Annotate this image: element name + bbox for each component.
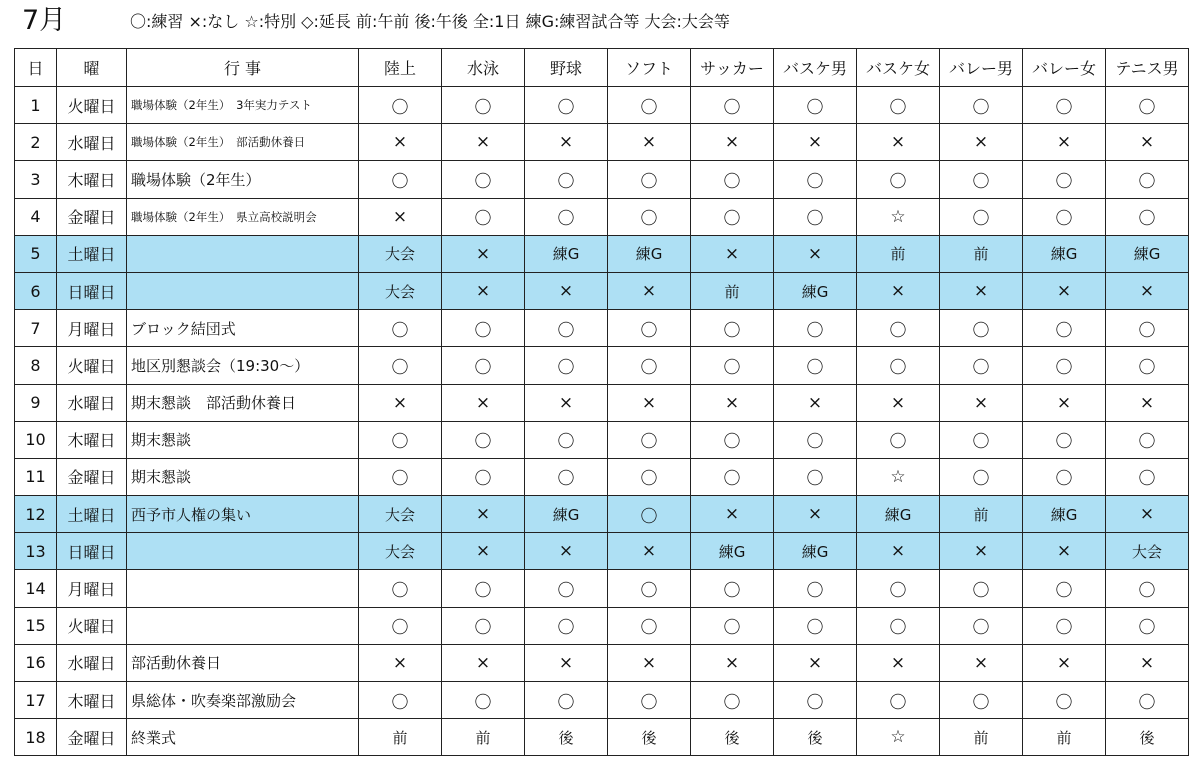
day-cell: 4 bbox=[15, 198, 57, 235]
status-cell: 〇 bbox=[857, 161, 940, 198]
status-cell: 〇 bbox=[442, 607, 525, 644]
event-cell bbox=[127, 533, 359, 570]
status-cell: × bbox=[774, 384, 857, 421]
status-cell: 〇 bbox=[857, 347, 940, 384]
status-cell: 〇 bbox=[1106, 458, 1189, 495]
status-cell: 〇 bbox=[774, 310, 857, 347]
status-cell: 〇 bbox=[525, 607, 608, 644]
status-cell: 〇 bbox=[608, 458, 691, 495]
status-cell: 〇 bbox=[774, 570, 857, 607]
header-volleyball-boys: バレー男 bbox=[940, 49, 1023, 87]
status-cell: 大会 bbox=[359, 496, 442, 533]
status-cell: × bbox=[774, 496, 857, 533]
day-cell: 1 bbox=[15, 87, 57, 124]
status-cell: 練G bbox=[1023, 496, 1106, 533]
status-cell: 〇 bbox=[691, 607, 774, 644]
header-baseball: 野球 bbox=[525, 49, 608, 87]
table-row bbox=[15, 458, 1189, 495]
weekday-cell: 日曜日 bbox=[57, 533, 127, 570]
day-cell: 5 bbox=[15, 235, 57, 272]
status-cell: 〇 bbox=[857, 607, 940, 644]
weekday-cell: 金曜日 bbox=[57, 458, 127, 495]
status-cell: 〇 bbox=[857, 310, 940, 347]
status-cell: 〇 bbox=[608, 421, 691, 458]
day-cell: 11 bbox=[15, 458, 57, 495]
status-cell: 前 bbox=[359, 719, 442, 756]
header-softball: ソフト bbox=[608, 49, 691, 87]
status-cell: 〇 bbox=[442, 310, 525, 347]
status-cell: 後 bbox=[691, 719, 774, 756]
event-cell: 期末懇談 部活動休養日 bbox=[127, 384, 359, 421]
day-cell: 17 bbox=[15, 682, 57, 719]
status-cell: 〇 bbox=[442, 421, 525, 458]
weekday-cell: 日曜日 bbox=[57, 272, 127, 309]
day-cell: 16 bbox=[15, 644, 57, 681]
status-cell: 〇 bbox=[940, 421, 1023, 458]
status-cell: × bbox=[442, 644, 525, 681]
weekday-cell: 水曜日 bbox=[57, 644, 127, 681]
table-row bbox=[15, 235, 1189, 272]
status-cell: × bbox=[1023, 533, 1106, 570]
status-cell: 練G bbox=[1106, 235, 1189, 272]
table-row bbox=[15, 347, 1189, 384]
status-cell: 〇 bbox=[940, 347, 1023, 384]
status-cell: 〇 bbox=[525, 458, 608, 495]
status-cell: × bbox=[525, 533, 608, 570]
header-basketball-girls: バスケ女 bbox=[857, 49, 940, 87]
status-cell: × bbox=[525, 124, 608, 161]
status-cell: × bbox=[691, 644, 774, 681]
status-cell: 〇 bbox=[1106, 347, 1189, 384]
status-cell: × bbox=[857, 644, 940, 681]
status-cell: 〇 bbox=[691, 570, 774, 607]
status-cell: 前 bbox=[442, 719, 525, 756]
status-cell: 〇 bbox=[608, 310, 691, 347]
status-cell: 練G bbox=[525, 496, 608, 533]
status-cell: 〇 bbox=[774, 607, 857, 644]
status-cell: × bbox=[774, 124, 857, 161]
day-cell: 13 bbox=[15, 533, 57, 570]
status-cell: × bbox=[691, 384, 774, 421]
status-cell: 〇 bbox=[359, 421, 442, 458]
status-cell: × bbox=[442, 124, 525, 161]
status-cell: 前 bbox=[940, 496, 1023, 533]
status-cell: × bbox=[525, 384, 608, 421]
status-cell: 〇 bbox=[774, 347, 857, 384]
status-cell: × bbox=[1023, 644, 1106, 681]
status-cell: 〇 bbox=[359, 87, 442, 124]
status-cell: 〇 bbox=[940, 682, 1023, 719]
status-cell: 〇 bbox=[774, 682, 857, 719]
day-cell: 14 bbox=[15, 570, 57, 607]
event-cell: 職場体験（2年生） 部活動休養日 bbox=[127, 124, 359, 161]
legend-text: 〇:練習 ×:なし ☆:特別 ◇:延長 前:午前 後:午後 全:1日 練G:練習試合等 大会:大会等 bbox=[130, 12, 730, 31]
status-cell: 〇 bbox=[608, 347, 691, 384]
status-cell: 〇 bbox=[608, 570, 691, 607]
status-cell: 〇 bbox=[608, 607, 691, 644]
status-cell: × bbox=[359, 644, 442, 681]
header-track: 陸上 bbox=[359, 49, 442, 87]
status-cell: 〇 bbox=[691, 198, 774, 235]
status-cell: 大会 bbox=[359, 533, 442, 570]
status-cell: × bbox=[774, 644, 857, 681]
status-cell: 〇 bbox=[525, 87, 608, 124]
status-cell: 〇 bbox=[359, 310, 442, 347]
status-cell: 〇 bbox=[608, 496, 691, 533]
status-cell: 〇 bbox=[691, 347, 774, 384]
weekday-cell: 土曜日 bbox=[57, 235, 127, 272]
status-cell: 〇 bbox=[1023, 458, 1106, 495]
event-cell: 終業式 bbox=[127, 719, 359, 756]
status-cell: 前 bbox=[691, 272, 774, 309]
status-cell: × bbox=[857, 272, 940, 309]
weekday-cell: 火曜日 bbox=[57, 607, 127, 644]
status-cell: × bbox=[940, 124, 1023, 161]
header-basketball-boys: バスケ男 bbox=[774, 49, 857, 87]
status-cell: 前 bbox=[857, 235, 940, 272]
status-cell: 〇 bbox=[691, 682, 774, 719]
weekday-cell: 木曜日 bbox=[57, 421, 127, 458]
event-cell bbox=[127, 607, 359, 644]
status-cell: 前 bbox=[940, 235, 1023, 272]
status-cell: × bbox=[608, 384, 691, 421]
table-body bbox=[15, 87, 1189, 756]
status-cell: 〇 bbox=[940, 198, 1023, 235]
status-cell: 前 bbox=[940, 719, 1023, 756]
status-cell: 〇 bbox=[1023, 198, 1106, 235]
status-cell: 〇 bbox=[1023, 682, 1106, 719]
status-cell: 前 bbox=[1023, 719, 1106, 756]
status-cell: 〇 bbox=[940, 310, 1023, 347]
event-cell: 職場体験（2年生） 3年実力テスト bbox=[127, 87, 359, 124]
weekday-cell: 月曜日 bbox=[57, 570, 127, 607]
header-tennis-boys: テニス男 bbox=[1106, 49, 1189, 87]
status-cell: 〇 bbox=[359, 607, 442, 644]
header-row bbox=[15, 49, 1189, 87]
table-row bbox=[15, 124, 1189, 161]
event-cell: 県総体・吹奏楽部激励会 bbox=[127, 682, 359, 719]
status-cell: 〇 bbox=[1023, 570, 1106, 607]
status-cell: 〇 bbox=[1106, 198, 1189, 235]
status-cell: 〇 bbox=[774, 161, 857, 198]
status-cell: 〇 bbox=[525, 570, 608, 607]
status-cell: 〇 bbox=[442, 198, 525, 235]
status-cell: × bbox=[442, 496, 525, 533]
table-row bbox=[15, 644, 1189, 681]
status-cell: 〇 bbox=[1023, 607, 1106, 644]
status-cell: × bbox=[442, 384, 525, 421]
table-row bbox=[15, 719, 1189, 756]
status-cell: × bbox=[1106, 644, 1189, 681]
status-cell: 〇 bbox=[691, 421, 774, 458]
status-cell: 〇 bbox=[774, 198, 857, 235]
status-cell: 〇 bbox=[359, 458, 442, 495]
status-cell: 練G bbox=[774, 272, 857, 309]
weekday-cell: 土曜日 bbox=[57, 496, 127, 533]
status-cell: 〇 bbox=[608, 198, 691, 235]
status-cell: × bbox=[608, 272, 691, 309]
day-cell: 10 bbox=[15, 421, 57, 458]
status-cell: 〇 bbox=[774, 87, 857, 124]
status-cell: ☆ bbox=[857, 458, 940, 495]
status-cell: × bbox=[359, 198, 442, 235]
status-cell: × bbox=[1106, 124, 1189, 161]
table-row bbox=[15, 87, 1189, 124]
status-cell: 大会 bbox=[1106, 533, 1189, 570]
status-cell: × bbox=[1106, 496, 1189, 533]
event-cell: 職場体験（2年生） 県立高校説明会 bbox=[127, 198, 359, 235]
table-row bbox=[15, 310, 1189, 347]
status-cell: 〇 bbox=[857, 87, 940, 124]
status-cell: 〇 bbox=[940, 87, 1023, 124]
status-cell: 〇 bbox=[774, 421, 857, 458]
table-row bbox=[15, 570, 1189, 607]
status-cell: 〇 bbox=[1106, 570, 1189, 607]
day-cell: 6 bbox=[15, 272, 57, 309]
status-cell: 〇 bbox=[525, 421, 608, 458]
status-cell: 〇 bbox=[442, 347, 525, 384]
header-event: 行 事 bbox=[127, 49, 359, 87]
status-cell: 〇 bbox=[359, 682, 442, 719]
status-cell: ☆ bbox=[857, 719, 940, 756]
status-cell: 後 bbox=[774, 719, 857, 756]
status-cell: 〇 bbox=[442, 682, 525, 719]
status-cell: 練G bbox=[691, 533, 774, 570]
status-cell: 後 bbox=[1106, 719, 1189, 756]
status-cell: × bbox=[691, 124, 774, 161]
status-cell: 〇 bbox=[940, 161, 1023, 198]
status-cell: 〇 bbox=[525, 347, 608, 384]
status-cell: × bbox=[940, 533, 1023, 570]
status-cell: 〇 bbox=[774, 458, 857, 495]
table-row bbox=[15, 198, 1189, 235]
header-day: 日 bbox=[15, 49, 57, 87]
event-cell: 西予市人権の集い bbox=[127, 496, 359, 533]
status-cell: × bbox=[691, 496, 774, 533]
status-cell: 〇 bbox=[1106, 607, 1189, 644]
page-title: 7月 bbox=[22, 5, 67, 36]
status-cell: 〇 bbox=[1023, 347, 1106, 384]
status-cell: × bbox=[608, 124, 691, 161]
status-cell: × bbox=[1106, 272, 1189, 309]
table-row bbox=[15, 421, 1189, 458]
status-cell: 〇 bbox=[1106, 87, 1189, 124]
weekday-cell: 木曜日 bbox=[57, 682, 127, 719]
day-cell: 7 bbox=[15, 310, 57, 347]
status-cell: 〇 bbox=[1106, 310, 1189, 347]
status-cell: 後 bbox=[525, 719, 608, 756]
header-soccer: サッカー bbox=[691, 49, 774, 87]
status-cell: 〇 bbox=[857, 421, 940, 458]
weekday-cell: 水曜日 bbox=[57, 384, 127, 421]
status-cell: 〇 bbox=[608, 682, 691, 719]
status-cell: 練G bbox=[774, 533, 857, 570]
status-cell: 練G bbox=[857, 496, 940, 533]
event-cell bbox=[127, 570, 359, 607]
status-cell: 〇 bbox=[940, 570, 1023, 607]
status-cell: 〇 bbox=[525, 161, 608, 198]
status-cell: 大会 bbox=[359, 272, 442, 309]
status-cell: 〇 bbox=[691, 458, 774, 495]
day-cell: 15 bbox=[15, 607, 57, 644]
day-cell: 2 bbox=[15, 124, 57, 161]
status-cell: × bbox=[940, 644, 1023, 681]
day-cell: 12 bbox=[15, 496, 57, 533]
table-row bbox=[15, 272, 1189, 309]
status-cell: × bbox=[857, 384, 940, 421]
table-row bbox=[15, 607, 1189, 644]
status-cell: × bbox=[691, 235, 774, 272]
status-cell: 〇 bbox=[1106, 421, 1189, 458]
status-cell: 〇 bbox=[940, 607, 1023, 644]
event-cell: 職場体験（2年生） bbox=[127, 161, 359, 198]
weekday-cell: 金曜日 bbox=[57, 719, 127, 756]
table-row bbox=[15, 496, 1189, 533]
event-cell bbox=[127, 235, 359, 272]
day-cell: 8 bbox=[15, 347, 57, 384]
status-cell: × bbox=[442, 533, 525, 570]
status-cell: 〇 bbox=[1106, 682, 1189, 719]
status-cell: 〇 bbox=[359, 347, 442, 384]
status-cell: 練G bbox=[1023, 235, 1106, 272]
weekday-cell: 月曜日 bbox=[57, 310, 127, 347]
status-cell: 〇 bbox=[525, 198, 608, 235]
status-cell: 〇 bbox=[1023, 421, 1106, 458]
status-cell: 〇 bbox=[691, 87, 774, 124]
event-cell: 期末懇談 bbox=[127, 458, 359, 495]
status-cell: × bbox=[857, 533, 940, 570]
status-cell: 練G bbox=[608, 235, 691, 272]
status-cell: × bbox=[1023, 124, 1106, 161]
status-cell: 〇 bbox=[608, 87, 691, 124]
status-cell: 〇 bbox=[608, 161, 691, 198]
event-cell: 期末懇談 bbox=[127, 421, 359, 458]
status-cell: 〇 bbox=[1023, 161, 1106, 198]
day-cell: 9 bbox=[15, 384, 57, 421]
schedule-table bbox=[14, 48, 1189, 756]
status-cell: × bbox=[1023, 384, 1106, 421]
weekday-cell: 火曜日 bbox=[57, 87, 127, 124]
weekday-cell: 金曜日 bbox=[57, 198, 127, 235]
status-cell: 〇 bbox=[442, 87, 525, 124]
header-weekday: 曜 bbox=[57, 49, 127, 87]
status-cell: × bbox=[442, 272, 525, 309]
status-cell: × bbox=[525, 644, 608, 681]
event-cell: ブロック結団式 bbox=[127, 310, 359, 347]
status-cell: 〇 bbox=[359, 570, 442, 607]
weekday-cell: 木曜日 bbox=[57, 161, 127, 198]
status-cell: 〇 bbox=[442, 458, 525, 495]
status-cell: × bbox=[940, 272, 1023, 309]
status-cell: 〇 bbox=[1023, 87, 1106, 124]
day-cell: 3 bbox=[15, 161, 57, 198]
status-cell: 〇 bbox=[359, 161, 442, 198]
weekday-cell: 水曜日 bbox=[57, 124, 127, 161]
status-cell: 練G bbox=[525, 235, 608, 272]
status-cell: × bbox=[608, 533, 691, 570]
status-cell: × bbox=[442, 235, 525, 272]
day-cell: 18 bbox=[15, 719, 57, 756]
status-cell: × bbox=[857, 124, 940, 161]
status-cell: 〇 bbox=[940, 458, 1023, 495]
event-cell: 地区別懇談会（19:30～） bbox=[127, 347, 359, 384]
status-cell: 後 bbox=[608, 719, 691, 756]
status-cell: 〇 bbox=[857, 682, 940, 719]
status-cell: × bbox=[774, 235, 857, 272]
status-cell: ☆ bbox=[857, 198, 940, 235]
status-cell: × bbox=[359, 384, 442, 421]
header-volleyball-girls: バレー女 bbox=[1023, 49, 1106, 87]
status-cell: 〇 bbox=[691, 161, 774, 198]
status-cell: 〇 bbox=[1106, 161, 1189, 198]
status-cell: 大会 bbox=[359, 235, 442, 272]
status-cell: × bbox=[525, 272, 608, 309]
status-cell: 〇 bbox=[442, 570, 525, 607]
status-cell: 〇 bbox=[857, 570, 940, 607]
weekday-cell: 火曜日 bbox=[57, 347, 127, 384]
event-cell: 部活動休養日 bbox=[127, 644, 359, 681]
table-row bbox=[15, 533, 1189, 570]
event-cell bbox=[127, 272, 359, 309]
status-cell: × bbox=[608, 644, 691, 681]
header-swim: 水泳 bbox=[442, 49, 525, 87]
status-cell: × bbox=[1023, 272, 1106, 309]
table-row bbox=[15, 384, 1189, 421]
status-cell: × bbox=[1106, 384, 1189, 421]
status-cell: × bbox=[940, 384, 1023, 421]
status-cell: 〇 bbox=[525, 310, 608, 347]
table-row bbox=[15, 161, 1189, 198]
status-cell: 〇 bbox=[442, 161, 525, 198]
status-cell: × bbox=[359, 124, 442, 161]
status-cell: 〇 bbox=[1023, 310, 1106, 347]
status-cell: 〇 bbox=[691, 310, 774, 347]
table-row bbox=[15, 682, 1189, 719]
status-cell: 〇 bbox=[525, 682, 608, 719]
